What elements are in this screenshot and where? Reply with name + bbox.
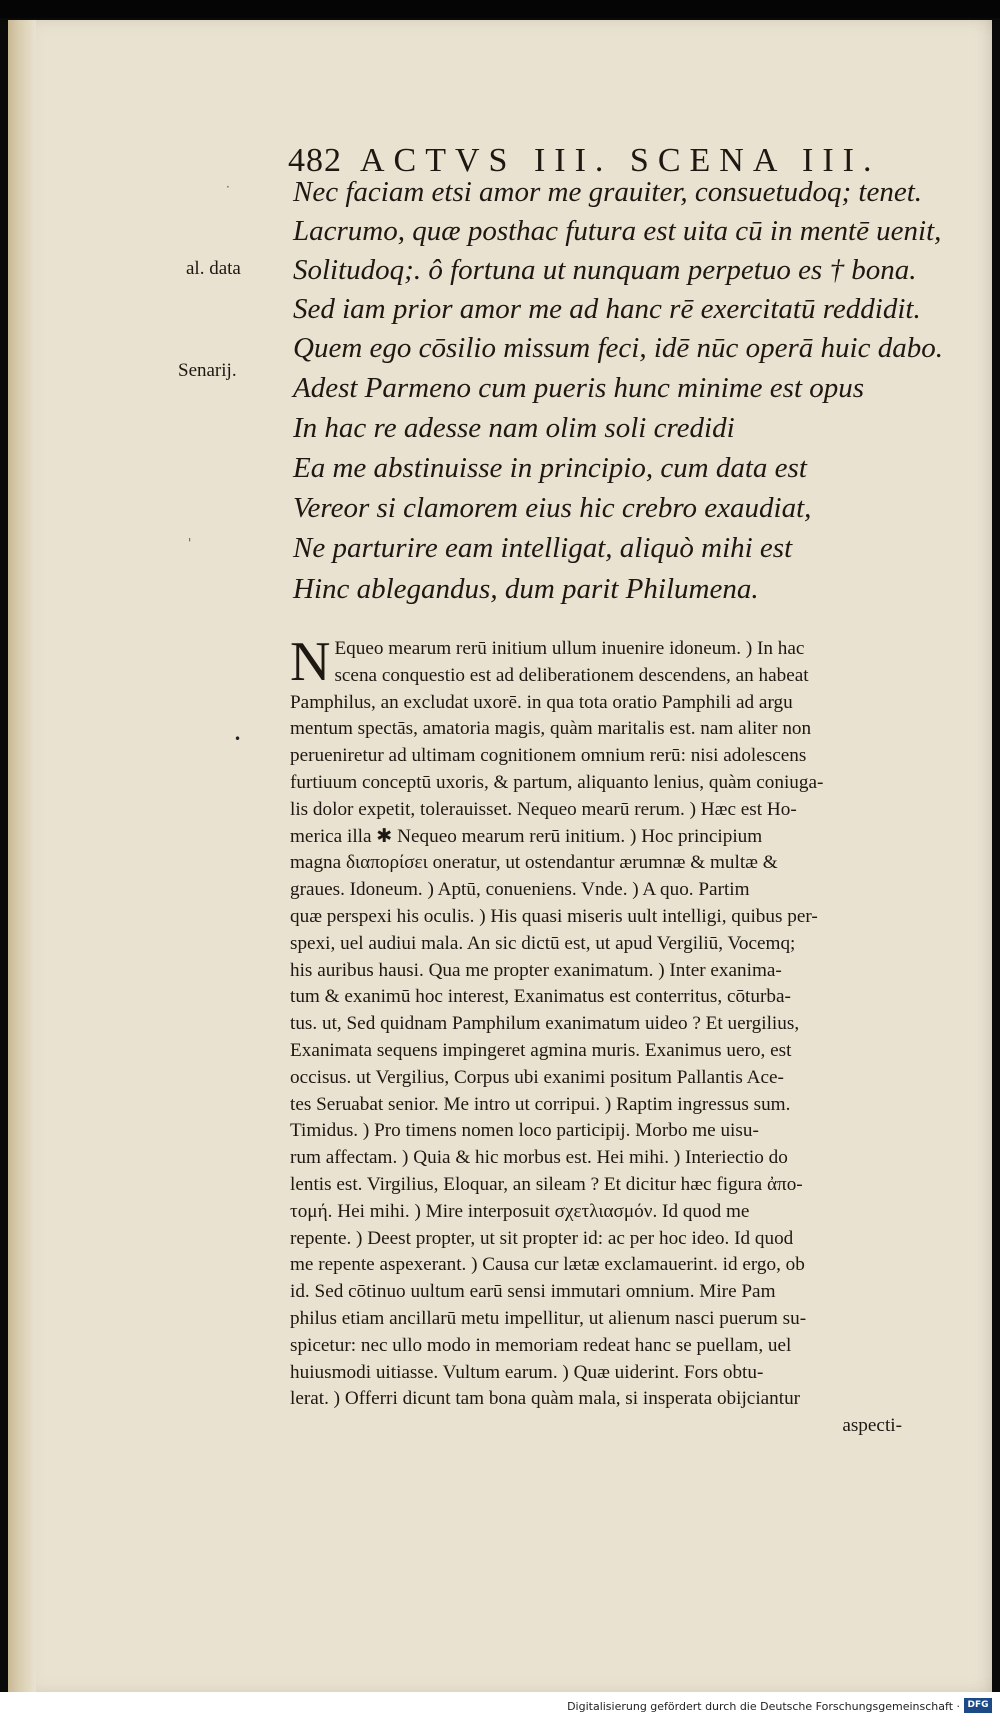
paper-blemish: '	[188, 536, 192, 550]
commentary-line: mentum spectās, amatoria magis, quàm maritalis est. nam aliter non	[290, 718, 812, 740]
book-page	[8, 20, 992, 1692]
verse-line: Nec faciam etsi amor me grauiter, consuetudoq; tenet.	[293, 176, 923, 208]
running-header	[288, 142, 888, 180]
commentary-line: huiusmodi uitiasse. Vultum earum. ) Quæ uiderint. Fors obtu-	[290, 1361, 764, 1383]
commentary-line: lerat. ) Offerri dicunt tam bona quàm mala, si insperata obijciantur	[290, 1388, 801, 1410]
commentary-line: occisus. ut Vergilius, Corpus ubi exanimi positum Pallantis Ace-	[290, 1066, 784, 1088]
commentary-line: Exanimata sequens impingeret agmina muris. Exanimus uero, est	[290, 1039, 792, 1061]
verse-line: Ne parturire eam intelligat, aliquò mihi est	[293, 532, 793, 564]
margin-note-variant: al. data	[186, 258, 241, 279]
page-gutter	[8, 20, 36, 1692]
commentary-line: Timidus. ) Pro timens nomen loco participij. Morbo me uisu-	[290, 1120, 759, 1142]
commentary-line: tum & exanimū hoc interest, Exanimatus est conterritus, cōturba-	[290, 986, 791, 1008]
commentary-line: Pamphilus, an excludat uxorē. in qua tota oratio Pamphili ad argu	[290, 691, 793, 713]
commentary-line: rum affectam. ) Quia & hic morbus est. Hei mihi. ) Interiectio do	[290, 1147, 788, 1169]
commentary-line: lis dolor expetit, tolerauisset. Nequeo mearū rerum. ) Hæc est Ho-	[290, 798, 797, 820]
funding-credit: Digitalisierung gefördert durch die Deutsche Forschungsgemeinschaft ·	[567, 1700, 960, 1713]
verse-line: Adest Parmeno cum pueris hunc minime est opus	[293, 372, 865, 404]
page-number: 482	[288, 142, 342, 179]
top-border	[0, 0, 1000, 18]
commentary-line: spexi, uel audiui mala. An sic dictū est, ut apud Vergiliū, Vocemq;	[290, 932, 796, 954]
commentary-line: scena conquestio est ad deliberationem descendens, an habeat	[334, 664, 809, 686]
catchword: aspecti-	[842, 1415, 902, 1437]
commentary-line: tus. ut, Sed quidnam Pamphilum exanimatum uideo ? Et uergilius,	[290, 1013, 800, 1035]
commentary-line: merica illa ✱ Nequeo mearum rerū initium. ) Hoc principium	[290, 825, 763, 847]
verse-line: Lacrumo, quæ posthac futura est uita cū in mentē uenit,	[293, 215, 942, 247]
commentary-line: magna διαπορίσει oneratur, ut ostendantur ærumnæ & multæ &	[290, 852, 778, 874]
paper-blemish: •	[234, 732, 242, 746]
commentary-line: philus etiam ancillarū metu impellitur, ut alienum nasci puerum su-	[290, 1307, 807, 1329]
commentary-line: tes Seruabat senior. Me intro ut corripui. ) Raptim ingressus sum.	[290, 1093, 791, 1115]
commentary-line: his auribus hausi. Qua me propter exanimatum. ) Inter exanima-	[290, 959, 782, 981]
dfg-logo-icon: DFG	[964, 1698, 992, 1713]
verse-line: Ea me abstinuisse in principio, cum data est	[293, 452, 807, 484]
verse-line: Sed iam prior amor me ad hanc rē exercitatū reddidit.	[293, 293, 921, 325]
commentary-line: lentis est. Virgilius, Eloquar, an sileam ? Et dicitur hæc figura ἀπο-	[290, 1173, 803, 1195]
drop-cap: N	[290, 631, 331, 693]
commentary-line: repente. ) Deest propter, ut sit propter id: ac per hoc ideo. Id quod	[290, 1227, 794, 1249]
commentary-block	[290, 631, 908, 1440]
commentary-line: perueniretur ad ultimam cognitionem omnium rerū: nisi adolescens	[290, 745, 807, 767]
commentary-line: τομή. Hei mihi. ) Mire interposuit σχετλιασμόν. Id quod me	[290, 1200, 750, 1222]
verse-line: In hac re adesse nam olim soli credidi	[293, 412, 735, 444]
verse-line: Solitudoq;. ô fortuna ut nunquam perpetuo es † bona.	[293, 254, 917, 286]
digitization-footer	[0, 1692, 1000, 1721]
commentary-line: graues. Idoneum. ) Aptū, conueniens. Vnde. ) A quo. Partim	[290, 879, 750, 901]
verse-line: Hinc ablegandus, dum parit Philumena.	[293, 573, 759, 605]
paper-blemish: ·	[226, 180, 230, 194]
margin-note-meter: Senarij.	[178, 360, 237, 381]
verse-line: Vereor si clamorem eius hic crebro exaudiat,	[293, 492, 812, 524]
commentary-line: furtiuum conceptū uxoris, & partum, aliquanto lenius, quàm coniuga-	[290, 771, 824, 793]
act-scene-title: ACTVS III. SCENA III.	[360, 142, 881, 179]
commentary-line: me repente aspexerant. ) Causa cur lætæ exclamauerint. id ergo, ob	[290, 1254, 805, 1276]
commentary-line: id. Sed cōtinuo uultum earū sensi immutari omnium. Mire Pam	[290, 1281, 776, 1303]
verse-line: Quem ego cōsilio missum feci, idē nūc operā huic dabo.	[293, 332, 943, 364]
commentary-line: Equeo mearum rerū initium ullum inuenire idoneum. ) In hac	[334, 638, 805, 659]
commentary-line: spicetur: nec ullo modo in memoriam redeat hanc se puellam, uel	[290, 1334, 792, 1356]
commentary-line: quæ perspexi his oculis. ) His quasi miseris uult intelligi, quibus per-	[290, 905, 818, 927]
